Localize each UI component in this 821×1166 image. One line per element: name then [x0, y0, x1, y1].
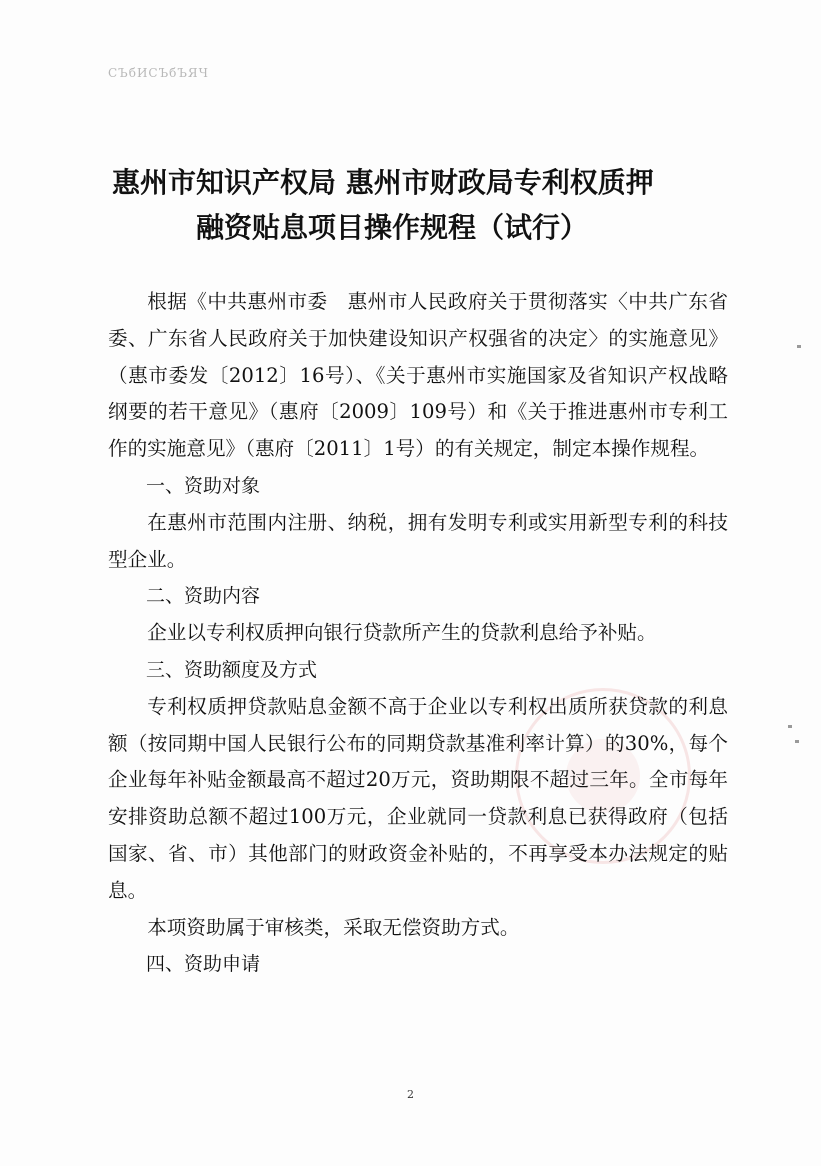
section-2-paragraph: 企业以专利权质押向银行贷款所产生的贷款利息给予补贴。	[147, 621, 657, 645]
scan-speck	[797, 345, 801, 348]
section-heading-3: 三、资助额度及方式	[146, 658, 318, 681]
section-heading-1: 一、资助对象	[146, 474, 261, 497]
section-3-paragraph-a: 专利权质押贷款贴息金额不高于企业以专利权出质所获贷款的利息额（按同期中国人民银行公布的同期贷款基准利率计算）的30%，每个企业每年补贴金额最高不超过20万元，资助期限不超过三年。全市每年安排资助总额不超过100万元，企业就同一贷款利息已获得政府（包括国家、省、市）其他部门的财政资金补贴的，不再享受本办法规定的贴息。	[108, 694, 728, 902]
document-body	[108, 284, 728, 983]
scan-speck	[788, 725, 792, 728]
page-number: 2	[407, 1088, 414, 1101]
scan-speck	[795, 740, 799, 743]
section-3-paragraph-b: 本项资助属于审核类，采取无偿资助方式。	[147, 915, 520, 939]
title-line-1: 惠州市知识产权局 惠州市财政局专利权质押	[112, 166, 654, 199]
title-line-2: 融资贴息项目操作规程（试行）	[196, 211, 589, 244]
intro-paragraph: 根据《中共惠州市委 惠州市人民政府关于贯彻落实〈中共广东省委、广东省人民政府关于加快建设知识产权强省的决定〉的实施意见》（惠市委发〔2012〕16号）、《关于惠州市实施国家及省知识产权战略纲要的若干意见》（惠府〔2009〕109号）和《关于推进惠州市专利工作的实施意见》（惠府〔2011〕1号）的有关规定，制定本操作规程。	[108, 290, 728, 461]
faint-header-text: СЪбИСЪбЪЯЧ	[108, 66, 209, 80]
section-1-paragraph: 在惠州市范围内注册、纳税，拥有发明专利或实用新型专利的科技型企业。	[108, 510, 728, 571]
document-title	[112, 160, 732, 250]
section-heading-2: 二、资助内容	[146, 585, 261, 608]
section-heading-4: 四、资助申请	[146, 953, 261, 976]
